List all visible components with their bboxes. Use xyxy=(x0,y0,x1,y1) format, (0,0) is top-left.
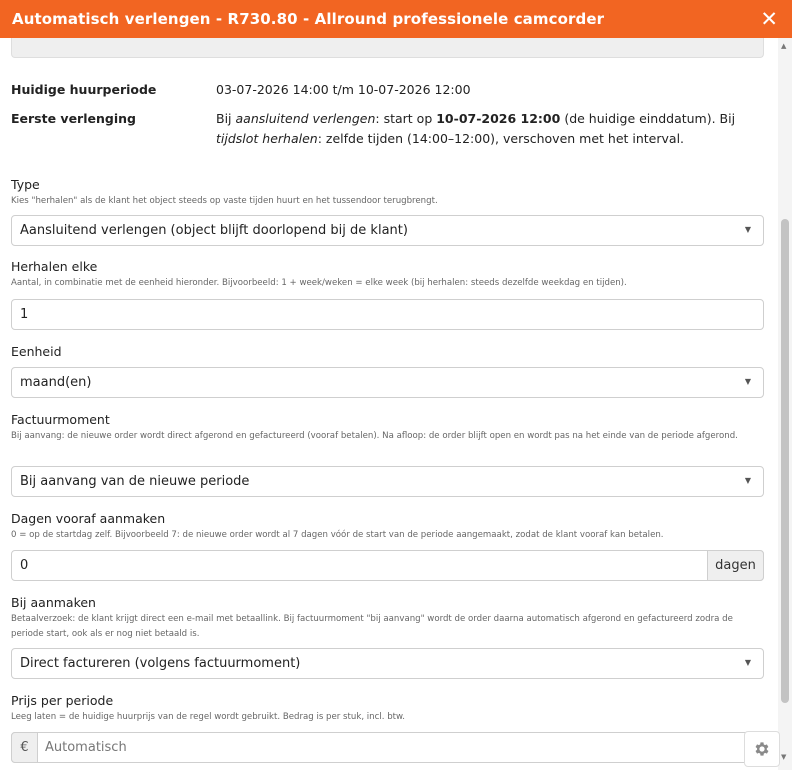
repeat-label: Herhalen elke xyxy=(11,259,98,274)
fe-text-3: : start op xyxy=(375,111,437,126)
caret-down-icon: ▼ xyxy=(744,377,751,386)
invoice-help: Bij aanvang: de nieuwe order wordt direct afgerond en gefactureerd (vooraf betalen). Na afloop: de order blijft open en wordt pas na het einde van de periode afgerond. xyxy=(11,431,738,441)
type-label: Type xyxy=(11,177,40,192)
scroll-up-icon[interactable]: ▲ xyxy=(781,42,787,50)
repeat-input[interactable] xyxy=(11,299,764,330)
price-placeholder: Automatisch xyxy=(45,740,127,755)
repeat-help: Aantal, in combinatie met de eenheid hieronder. Bijvoorbeeld: 1 + week/weken = elke week (bij herhalen: steeds dezelfde weekdag en tijden). xyxy=(11,278,627,288)
days-suffix: dagen xyxy=(707,550,764,581)
dialog-body xyxy=(0,38,778,770)
unit-select[interactable] xyxy=(11,367,764,398)
first-extension-value xyxy=(216,109,761,149)
type-select[interactable] xyxy=(11,215,764,246)
days-field-header xyxy=(11,511,764,543)
scrollbar-thumb[interactable] xyxy=(781,219,789,703)
days-label: Dagen vooraf aanmaken xyxy=(11,511,166,526)
first-extension-label: Eerste verlenging xyxy=(11,111,136,126)
price-label: Prijs per periode xyxy=(11,693,114,708)
dialog-title: Automatisch verlengen - R730.80 - Allround professionele camcorder xyxy=(12,10,605,28)
oncreate-label: Bij aanmaken xyxy=(11,595,96,610)
fe-text-5: (de huidige einddatum). Bij xyxy=(560,111,736,126)
days-input-value: 0 xyxy=(20,558,29,573)
current-period-value: 03-07-2026 14:00 t/m 10-07-2026 12:00 xyxy=(216,82,471,97)
invoice-select-value: Bij aanvang van de nieuwe periode xyxy=(20,474,250,489)
price-help: Leeg laten = de huidige huurprijs van de regel wordt gebruikt. Bedrag is per stuk, incl. btw. xyxy=(11,712,405,722)
unit-label: Eenheid xyxy=(11,344,62,359)
oncreate-help: Betaalverzoek: de klant krijgt direct een e-mail met betaallink. Bij factuurmoment "bij aanvang" wordt de order daarna automatisch afgerond en gefactureerd zodra de periode start, ook als er nog niet betaald is. xyxy=(11,614,733,639)
scrollbar[interactable] xyxy=(778,38,792,770)
close-icon[interactable]: ✕ xyxy=(760,7,778,31)
current-period-label: Huidige huurperiode xyxy=(11,82,157,97)
type-help: Kies "herhalen" als de klant het object steeds op vaste tijden huurt en het tussendoor terugbrengt. xyxy=(11,196,438,206)
days-help: 0 = op de startdag zelf. Bijvoorbeeld 7: de nieuwe order wordt al 7 dagen vóór de start van de periode aangemaakt, zodat de klant vooraf kan betalen. xyxy=(11,530,664,540)
scroll-down-icon[interactable]: ▼ xyxy=(781,753,787,761)
unit-select-value: maand(en) xyxy=(20,375,92,390)
repeat-field-header xyxy=(11,259,764,291)
caret-down-icon: ▼ xyxy=(744,658,751,667)
caret-down-icon: ▼ xyxy=(744,225,751,234)
oncreate-select[interactable] xyxy=(11,648,764,679)
fe-text-2: aansluitend verlengen xyxy=(235,111,376,126)
unit-field-header xyxy=(11,344,764,360)
oncreate-field-header xyxy=(11,595,764,642)
days-input[interactable] xyxy=(11,550,764,581)
price-input[interactable] xyxy=(11,732,764,763)
settings-button[interactable] xyxy=(744,731,780,767)
gear-icon xyxy=(753,740,771,758)
info-panel xyxy=(11,38,764,58)
invoice-select[interactable] xyxy=(11,466,764,497)
dialog-header xyxy=(0,0,792,38)
repeat-input-value: 1 xyxy=(20,307,29,322)
caret-down-icon: ▼ xyxy=(744,476,751,485)
fe-text-7: : zelfde tijden (14:00–12:00), verschoven met het interval. xyxy=(317,131,685,146)
fe-text-4: 10-07-2026 12:00 xyxy=(436,111,561,126)
fe-text-6: tijdslot herhalen xyxy=(216,131,318,146)
fe-text-1: Bij xyxy=(216,111,236,126)
type-field-header xyxy=(11,177,764,209)
invoice-field-header xyxy=(11,412,764,444)
euro-prefix: € xyxy=(11,732,38,763)
invoice-label: Factuurmoment xyxy=(11,412,110,427)
type-select-value: Aansluitend verlengen (object blijft doorlopend bij de klant) xyxy=(20,223,408,238)
price-field-header xyxy=(11,693,764,725)
oncreate-select-value: Direct factureren (volgens factuurmoment) xyxy=(20,656,301,671)
